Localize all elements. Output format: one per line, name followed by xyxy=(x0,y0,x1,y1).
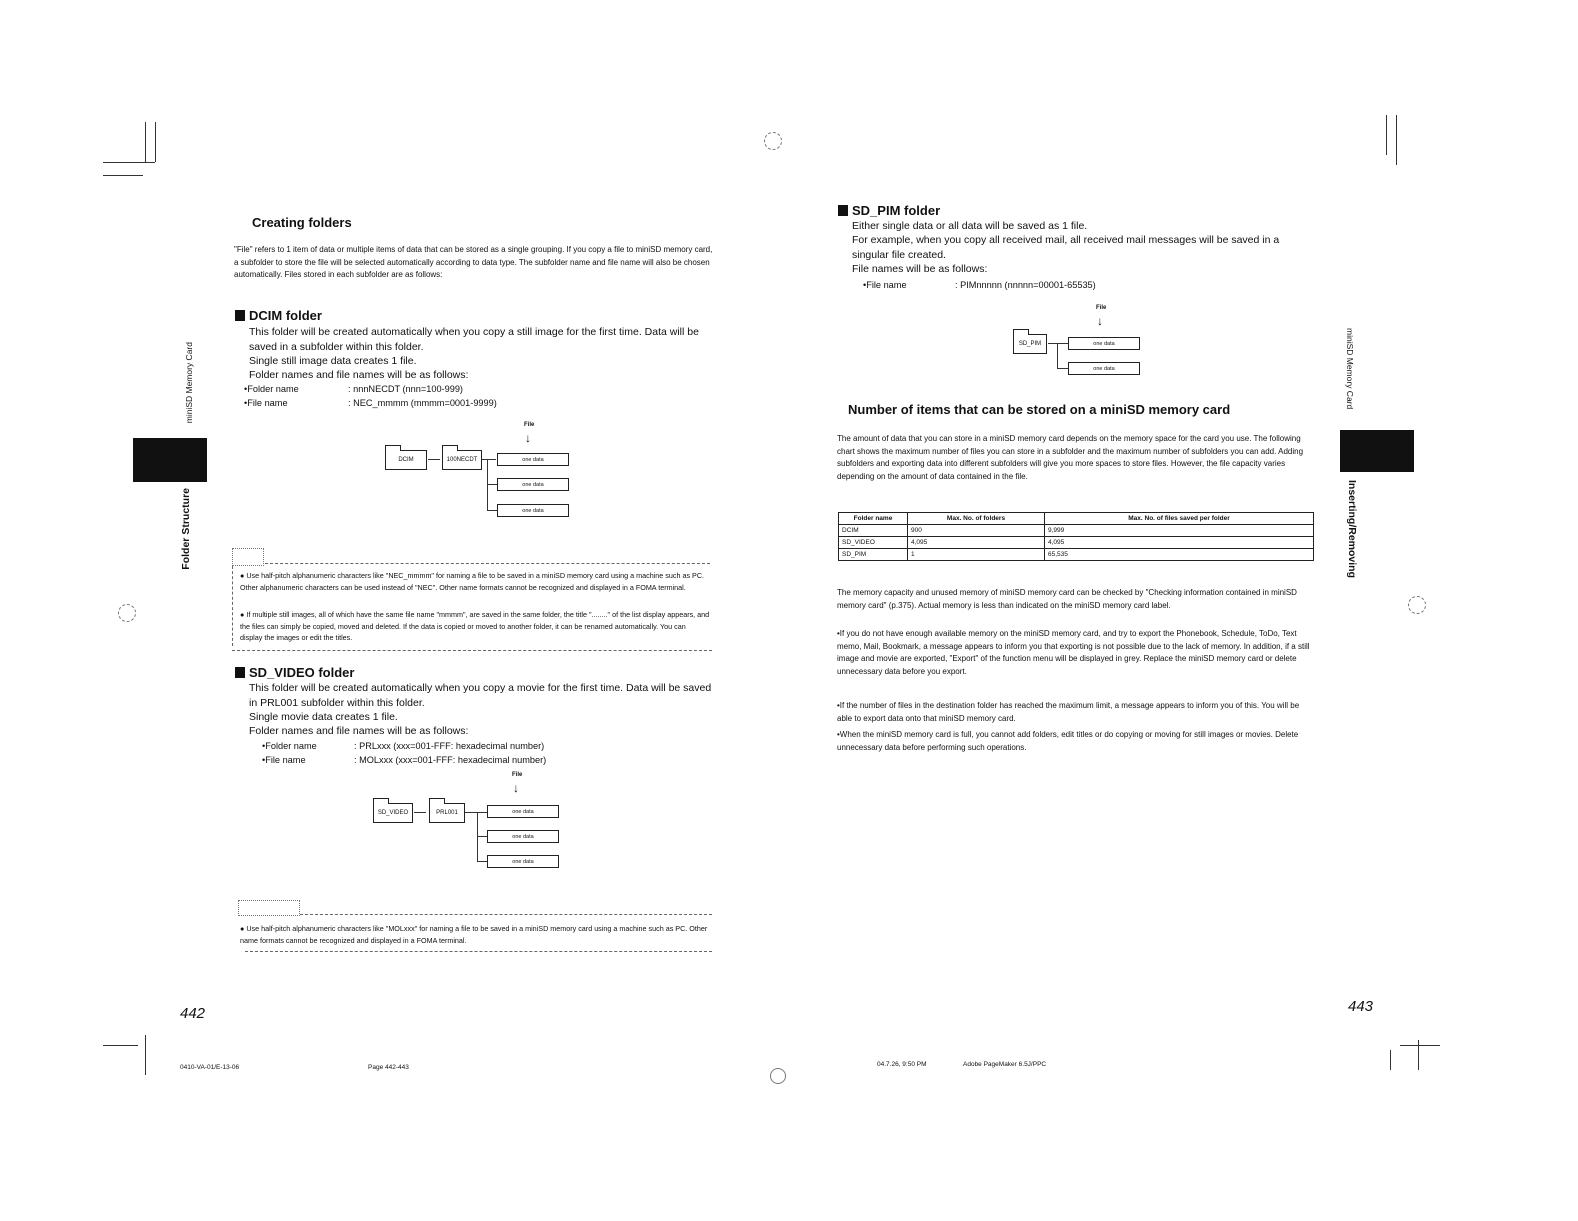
crop-mark xyxy=(1418,1040,1419,1070)
table-cell: SD_VIDEO xyxy=(839,537,908,549)
pim-body: Either single data or all data will be saved as 1 file. xyxy=(852,220,1088,232)
data-box: one data xyxy=(487,805,559,818)
page-number: 442 xyxy=(180,1005,206,1022)
folder-icon: SD_VIDEO xyxy=(373,803,413,823)
side-label: miniSD Memory Card xyxy=(1345,328,1355,410)
note-scribble xyxy=(238,900,300,916)
note-border xyxy=(300,914,712,915)
note-border xyxy=(265,563,710,564)
data-box: one data xyxy=(497,478,569,491)
connector xyxy=(428,459,440,460)
table-row xyxy=(839,537,1314,549)
section-title: Number of items that can be stored on a miniSD memory card xyxy=(848,402,1231,417)
dcim-body: This folder will be created automatically when you copy a still image for the first time. Data will be saved in a subfolder within this folder. xyxy=(249,326,699,353)
chapter-label: Folder Structure xyxy=(180,488,192,570)
connector xyxy=(414,812,426,813)
crop-mark xyxy=(155,122,156,162)
note-border xyxy=(232,566,233,646)
side-label: miniSD Memory Card xyxy=(184,342,194,424)
data-box: one data xyxy=(487,830,559,843)
table-cell: 4,095 xyxy=(908,537,1045,549)
crop-mark xyxy=(103,1045,138,1046)
file-label: File xyxy=(1096,305,1107,311)
connector xyxy=(1057,368,1068,369)
table-cell: DCIM xyxy=(839,525,908,537)
crop-mark xyxy=(103,175,143,176)
table-cell: 900 xyxy=(908,525,1045,537)
chapter-tab xyxy=(1340,430,1414,472)
connector xyxy=(487,484,497,485)
sd-pim-heading: SD_PIM folder xyxy=(838,203,940,218)
crop-mark xyxy=(1390,1050,1391,1070)
connector xyxy=(1057,343,1058,368)
footer-text: 04.7.26, 9:50 PM xyxy=(877,1061,927,1068)
video-folder-name: •Folder name : PRLxxx (xxx=001-FFF: hexadecimal number) xyxy=(262,741,545,751)
crop-mark xyxy=(1396,115,1397,165)
footer-text: 0410-VA-01/E-13-06 xyxy=(180,1064,240,1071)
connector xyxy=(482,459,496,460)
connector xyxy=(477,836,487,837)
square-bullet-icon xyxy=(235,310,245,321)
video-line: Folder names and file names will be as follows: xyxy=(249,725,469,737)
registration-mark-icon xyxy=(764,132,782,150)
table-row xyxy=(839,525,1314,537)
data-box: one data xyxy=(1068,362,1140,375)
folder-icon: DCIM xyxy=(385,450,427,470)
count-after: The memory capacity and unused memory of miniSD memory card can be checked by "Checking information contained in miniSD memory card" (p.375). Actual memory is less than indicated on the miniSD memory card label. xyxy=(837,588,1297,610)
pim-line: For example, when you copy all received mail, all received mail messages will be saved in a singular file created. xyxy=(852,234,1280,261)
note-bullet: ● Use half-pitch alphanumeric characters like "MOLxxx" for naming a file to be saved in a miniSD memory card using a machine such as PC. Other name formats cannot be recognized and displayed in a FOMA terminal. xyxy=(240,924,708,945)
crop-mark xyxy=(103,162,155,163)
intro-paragraph: "File" refers to 1 item of data or multiple items of data that can be stored as a single grouping. If you copy a file to miniSD memory card, a subfolder to store the file will be selected automatically according to data type. The subfolder name and file name will also be chosen automatically. Files stored in each subfolder are as follows: xyxy=(234,245,713,279)
registration-mark-icon xyxy=(770,1068,786,1084)
connector xyxy=(477,861,487,862)
count-bullet: •If you do not have enough available memory on the miniSD memory card, and try to export the Phonebook, Schedule, ToDo, Text memo, Mail, Bookmark, a message appears to inform you that exporting is not possible due to the lack of memory. In addition, if a still image and movie are exported, "Export" of the function menu will be displayed in grey. Replace the miniSD memory card or delete unnecessary data before you export. xyxy=(837,629,1310,676)
note-border xyxy=(245,951,712,952)
file-label: File xyxy=(512,772,523,778)
table-cell: 65,535 xyxy=(1045,549,1314,561)
note-border xyxy=(232,650,712,651)
pim-line: File names will be as follows: xyxy=(852,263,988,275)
connector xyxy=(465,812,487,813)
folder-icon: 100NECDT xyxy=(442,450,482,470)
table-cell: 1 xyxy=(908,549,1045,561)
crop-mark xyxy=(1386,115,1387,155)
registration-mark-icon xyxy=(1408,596,1426,614)
video-body: This folder will be created automatically when you copy a movie for the first time. Data will be saved in PRL001 subfolder within this folder. xyxy=(249,682,712,709)
folder-icon: PRL001 xyxy=(429,803,465,823)
square-bullet-icon xyxy=(235,667,245,678)
connector xyxy=(487,510,497,511)
note-bullet: ● Use half-pitch alphanumeric characters like "NEC_mmmm" for naming a file to be saved in a miniSD memory card using a machine such as PC. Other alphanumeric characters can be used instead of "NEC". Other name formats cannot be recognized and displayed in a FOMA terminal. xyxy=(240,571,705,592)
note-scribble xyxy=(232,548,264,566)
chapter-tab xyxy=(133,438,207,482)
footer-text: Adobe PageMaker 6.5J/PPC xyxy=(963,1061,1047,1068)
pim-file-name: •File name : PIMnnnnn (nnnnn=00001-65535) xyxy=(863,280,1096,290)
crop-mark xyxy=(1400,1045,1440,1046)
data-box: one data xyxy=(497,504,569,517)
data-box: one data xyxy=(497,453,569,466)
chapter-label: Inserting/Removing xyxy=(1346,480,1358,579)
table-header: Max. No. of folders xyxy=(908,513,1045,525)
table-header: Folder name xyxy=(839,513,908,525)
down-arrow-icon: ↓ xyxy=(513,781,519,795)
count-bullet: •If the number of files in the destination folder has reached the maximum limit, a message appears to inform you of this. You will be able to export data onto that miniSD memory card. xyxy=(837,701,1300,723)
table-cell: 9,999 xyxy=(1045,525,1314,537)
folder-icon: SD_PIM xyxy=(1013,334,1047,354)
dcim-heading: DCIM folder xyxy=(235,308,322,323)
dcim-line: Single still image data creates 1 file. xyxy=(249,355,417,367)
table-header-row xyxy=(839,513,1314,525)
dcim-file-name: •File name : NEC_mmmm (mmmm=0001-9999) xyxy=(244,398,497,408)
page-number: 443 xyxy=(1348,998,1374,1015)
note-bullet: ● If multiple still images, all of which have the same file name "mmmm", are saved in the same folder, the title "........" of the list display appears, and the files can simply be copied, moved and deleted. If the data is copied or moved to another folder, it can be renamed automatically. You can display the images or edit the titles. xyxy=(240,610,710,642)
down-arrow-icon: ↓ xyxy=(1097,314,1103,328)
video-line: Single movie data creates 1 file. xyxy=(249,711,398,723)
count-bullet: •When the miniSD memory card is full, you cannot add folders, edit titles or do copying or moving for still images or movies. Delete unnecessary data before performing such operations. xyxy=(837,730,1299,752)
table-header: Max. No. of files saved per folder xyxy=(1045,513,1314,525)
crop-mark xyxy=(145,1035,146,1075)
file-label: File xyxy=(524,422,535,428)
connector xyxy=(1048,343,1068,344)
registration-mark-icon xyxy=(118,604,136,622)
table-cell: 4,095 xyxy=(1045,537,1314,549)
footer-text: Page 442-443 xyxy=(368,1064,409,1071)
sd-video-heading: SD_VIDEO folder xyxy=(235,665,354,680)
data-box: one data xyxy=(487,855,559,868)
page-title: Creating folders xyxy=(252,215,352,230)
dcim-folder-name: •Folder name : nnnNECDT (nnn=100-999) xyxy=(244,384,463,394)
data-box: one data xyxy=(1068,337,1140,350)
crop-mark xyxy=(145,122,146,162)
square-bullet-icon xyxy=(838,205,848,216)
dcim-line: Folder names and file names will be as follows: xyxy=(249,369,469,381)
down-arrow-icon: ↓ xyxy=(525,431,531,445)
video-file-name: •File name : MOLxxx (xxx=001-FFF: hexadecimal number) xyxy=(262,755,547,765)
table-row xyxy=(839,549,1314,561)
count-intro: The amount of data that you can store in a miniSD memory card depends on the memory space for the card you use. The following chart shows the maximum number of files you can store in a subfolder and the maximum number of subfolders you can add. Adding subfolders and exporting data into different subfolders will give you more spaces to store files. However, the file capacity varies depending on the amount of data contained in the file. xyxy=(837,434,1304,481)
table-cell: SD_PIM xyxy=(839,549,908,561)
capacity-table xyxy=(838,512,1314,561)
